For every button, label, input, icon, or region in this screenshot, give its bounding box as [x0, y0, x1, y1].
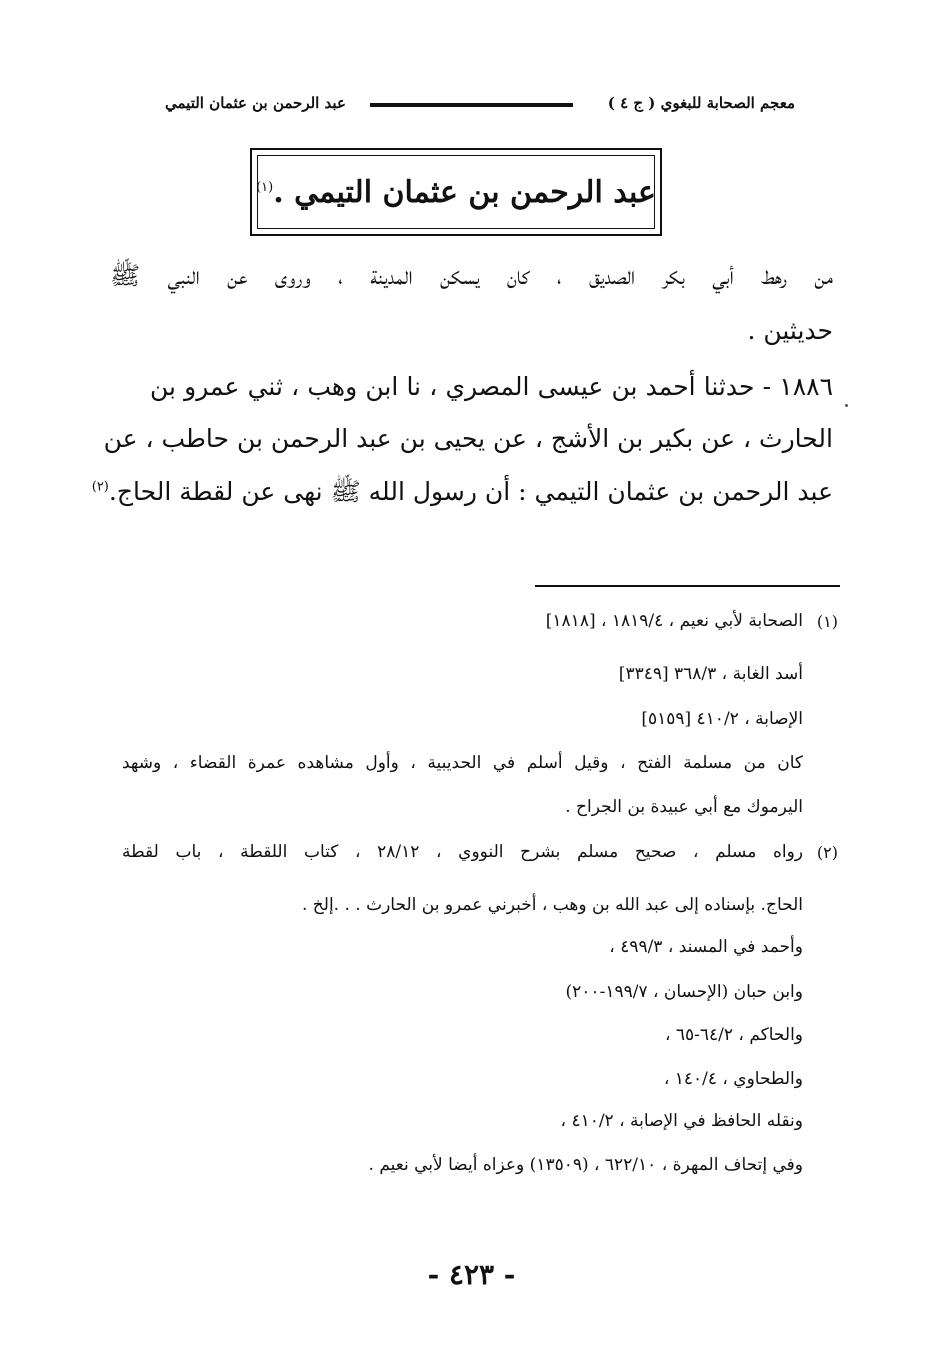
- running-header: [165, 94, 795, 118]
- footnote-2-line-7: ونقله الحافظ في الإصابة ، ٤١٠/٢ ،: [560, 1111, 803, 1131]
- footnote-2-line-1: رواه مسلم ، صحيح مسلم بشرح النووي ، ٢٨/١٢ ، كتاب اللقطة ، باب لقطة: [122, 842, 803, 862]
- hadith-line-2: الحارث ، عن بكير بن الأشج ، عن يحيى بن عبد الرحمن بن حاطب ، عن: [103, 424, 833, 453]
- entry-title-text: عبد الرحمن بن عثمان التيمي .: [273, 174, 656, 210]
- footnote-2-line-8: وفي إتحاف المهرة ، ٦٢٢/١٠ ، (١٣٥٠٩) وعزاه أيضا لأبي نعيم .: [368, 1155, 803, 1175]
- entry-title-note-marker: (١): [256, 179, 274, 195]
- hadith-line-1: ١٨٨٦ - حدثنا أحمد بن عيسى المصري ، نا ابن وهب ، ثني عمرو بن: [150, 372, 833, 401]
- footnote-2-line-5: والحاكم ، ٦٤/٢-٦٥ ،: [665, 1025, 803, 1045]
- header-book-title: معجم الصحابة للبغوي ( ج ٤ ): [607, 94, 795, 112]
- footnote-2-line-3: وأحمد في المسند ، ٤٩٩/٣ ،: [609, 937, 803, 957]
- header-entry-name: عبد الرحمن بن عثمان التيمي: [165, 94, 346, 112]
- hadith-line-3-text: عبد الرحمن بن عثمان التيمي : أن رسول الله ﷺ نهى عن لقطة الحاج.: [108, 477, 833, 506]
- entry-title-frame: [250, 148, 662, 236]
- page-number: - ٤٢٣ -: [427, 1258, 516, 1291]
- hadith-line-3: [92, 476, 833, 513]
- footnote-1-line-1: الصحابة لأبي نعيم ، ١٨١٩/٤ ، [١٨١٨]: [545, 611, 803, 631]
- margin-speck: [845, 404, 848, 407]
- footnote-separator: [535, 585, 840, 587]
- footnote-1-line-2: أسد الغابة ، ٣٦٨/٣ [٣٣٤٩]: [618, 664, 803, 684]
- footnote-1-line-5: اليرموك مع أبي عبيدة بن الجراح .: [565, 797, 803, 817]
- footnote-2-line-6: والطحاوي ، ١٤٠/٤ ،: [663, 1069, 803, 1089]
- footnote-1-line-3: الإصابة ، ٤١٠/٢ [٥١٥٩]: [641, 709, 803, 729]
- body-line-2: حديثين .: [747, 316, 833, 345]
- hadith-note-marker: (٢): [91, 479, 109, 495]
- footnote-2-line-4: وابن حبان (الإحسان ، ١٩٩/٧-٢٠٠): [565, 982, 803, 1002]
- entry-title-inner-frame: [257, 155, 655, 229]
- footnote-1-line-4: كان من مسلمة الفتح ، وقيل أسلم في الحديبية ، وأول مشاهده عمرة القضاء ، وشهد: [122, 753, 803, 773]
- body-line-1: من رهط أبي بكر الصديق ، كان يسكن المدينة ، وروى عن النبي ﷺ: [110, 261, 833, 290]
- footnote-1-number: (١): [816, 612, 838, 631]
- footnote-2-line-2: الحاج. بإسناده إلى عبد الله بن وهب ، أخبرني عمرو بن الحارث . . .إلخ .: [301, 895, 803, 915]
- entry-title: [256, 175, 656, 210]
- header-rule: [370, 103, 573, 107]
- footnote-2-number: (٢): [816, 843, 838, 862]
